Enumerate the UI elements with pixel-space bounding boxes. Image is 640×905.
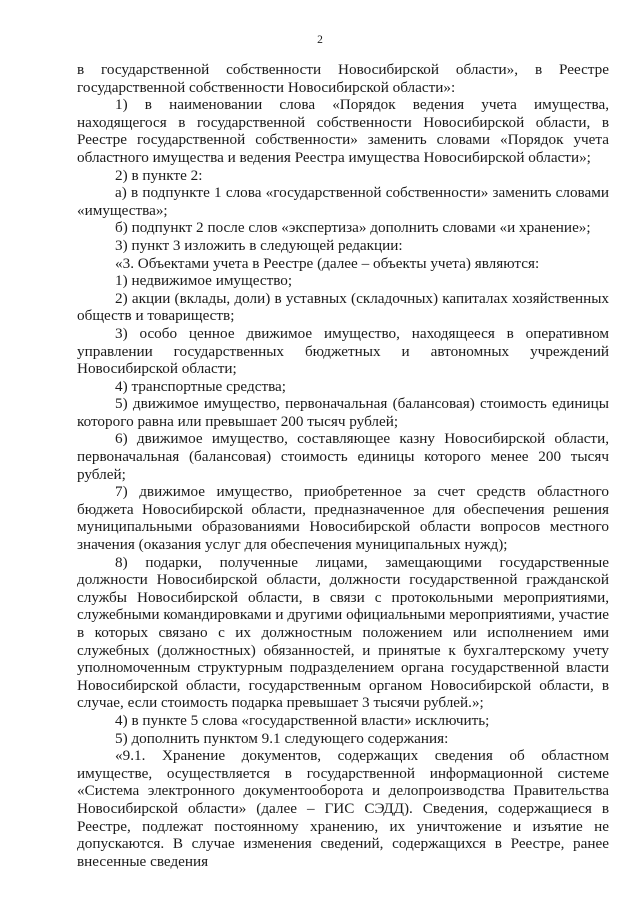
paragraph: 4) в пункте 5 слова «государственной власти» исключить; <box>115 711 490 729</box>
paragraph: 2) в пункте 2: <box>115 166 203 184</box>
paragraph: 4) транспортные средства; <box>115 377 287 395</box>
paragraph: 3) пункт 3 изложить в следующей редакции: <box>115 236 403 254</box>
paragraph: 8) подарки, полученные лицами, замещающими государственные должности Новосибирской области, должности государственной гражданской службы Новосибирской области, в связи с протокольными мероприятиями, служебными командировками и другими официальными мероприятиями, участие в которых связано с их должностным положением или исполнением ими служебных (должностных) обязанностей, и принятые к бухгалтерскому учету уполномоченным структурным подразделением органа государственной власти Новосибирской области, государственным органом Новосибирской области, в случае, если стоимость подарка превышает 3 тысячи рублей.»; <box>77 553 609 712</box>
page-number: 2 <box>317 34 323 46</box>
paragraph: 7) движимое имущество, приобретенное за счет средств областного бюджета Новосибирской области, предназначенное для обеспечения решения муниципальными образованиями Новосибирской области вопросов местного значения (оказания услуг для обеспечения муниципальных нужд); <box>77 483 609 554</box>
document-body <box>77 61 609 870</box>
paragraph: 5) дополнить пунктом 9.1 следующего содержания: <box>115 729 449 747</box>
paragraph: 1) в наименовании слова «Порядок ведения учета имущества, находящегося в государственной собственности Новосибирской области, в Реестре государственной собственности» заменить словами «Порядок учета областного имущества и ведения Реестра имущества Новосибирской области»; <box>77 96 609 166</box>
paragraph: 6) движимое имущество, составляющее казну Новосибирской области, первоначальная (балансовая) стоимость единицы которого менее 200 тысяч рублей; <box>77 430 609 483</box>
paragraph: 2) акции (вклады, доли) в уставных (складочных) капиталах хозяйственных обществ и товариществ; <box>77 289 609 325</box>
paragraph: «3. Объектами учета в Реестре (далее – объекты учета) являются: <box>115 254 540 272</box>
paragraph: 3) особо ценное движимое имущество, находящееся в оперативном управлении государственных бюджетных и автономных учреждений Новосибирской области; <box>77 324 609 378</box>
paragraph: а) в подпункте 1 слова «государственной собственности» заменить словами «имущества»; <box>77 184 609 219</box>
paragraph: 5) движимое имущество, первоначальная (балансовая) стоимость единицы которого равна или превышает 200 тысяч рублей; <box>77 395 609 430</box>
paragraph: 1) недвижимое имущество; <box>115 272 293 290</box>
paragraph: в государственной собственности Новосибирской области», в Реестре государственной собственности Новосибирской области»: <box>77 61 609 96</box>
paragraph: «9.1. Хранение документов, содержащих сведения об областном имуществе, осуществляется в государственной информационной системе «Система электронного документооборота и делопроизводства Правительства Новосибирской области» (далее – ГИС СЭДД). Сведения, содержащиеся в Реестре, подлежат постоянному хранению, их уничтожение и изъятие не допускаются. В случае изменения сведений, содержащихся в Реестре, ранее внесенные сведения <box>77 747 609 870</box>
paragraph: б) подпункт 2 после слов «экспертиза» дополнить словами «и хранение»; <box>115 219 591 237</box>
